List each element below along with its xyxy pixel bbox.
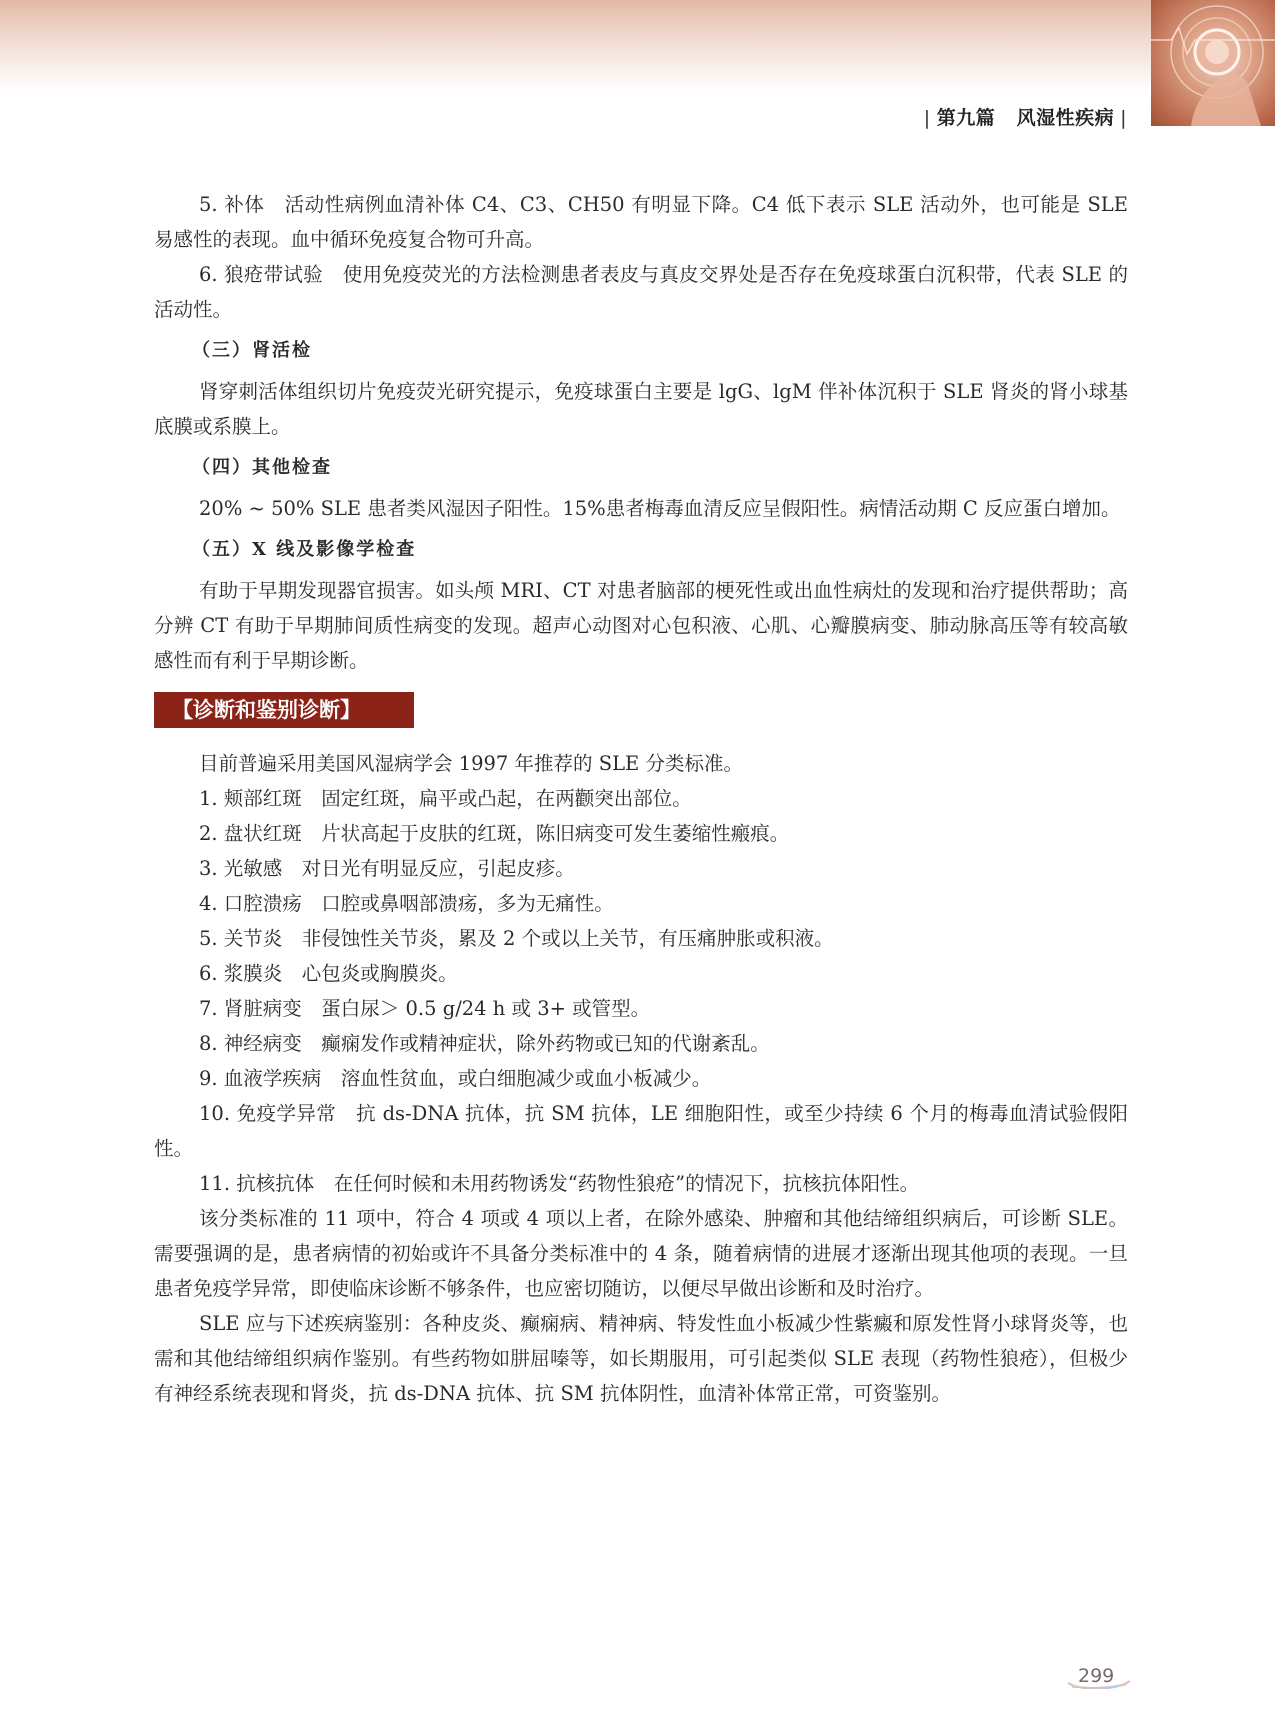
criterion-item: 7. 肾脏病变 蛋白尿＞ 0.5 g/24 h 或 3+ 或管型。 [199, 997, 651, 1020]
chapter-header: | 第九篇 风湿性疾病 | [923, 107, 1127, 129]
criterion-item: 4. 口腔溃疡 口腔或鼻咽部溃疡，多为无痛性。 [199, 892, 614, 915]
criterion-item: 10. 免疫学异常 抗 ds-DNA 抗体，抗 SM 抗体，LE 细胞阳性，或至少持续 6 个月的梅毒血清试验假阳性。 [154, 1102, 1128, 1160]
header-title-text: 风湿性疾病 [1016, 107, 1115, 129]
criterion-item: 1. 颊部红斑 固定红斑，扁平或凸起，在两颧突出部位。 [199, 787, 692, 810]
paragraph-renal-biopsy: 肾穿刺活体组织切片免疫荧光研究提示，免疫球蛋白主要是 lgG、lgM 伴补体沉积于 SLE 肾炎的肾小球基底膜或系膜上。 [154, 380, 1128, 438]
header-part: 第九篇 [936, 107, 996, 129]
section-heading-diagnosis: 【诊断和鉴别诊断】 [154, 692, 414, 728]
paragraph-criteria-summary: 该分类标准的 11 项中，符合 4 项或 4 项以上者，在除外感染、肿瘤和其他结缔组织病后，可诊断 SLE。需要强调的是，患者病情的初始或许不具备分类标准中的 4 条，随着病情的进展才逐渐出现其他项的表现。一旦患者免疫学异常，即使临床诊断不够条件，也应密切随访，以便尽早做出诊断和及时治疗。 [154, 1207, 1128, 1300]
paragraph-differential-diagnosis: SLE 应与下述疾病鉴别：各种皮炎、癫痫病、精神病、特发性血小板减少性紫癜和原发性肾小球肾炎等，也需和其他结缔组织病作鉴别。有些药物如肼屈嗪等，如长期服用，可引起类似 SLE 表现（药物性狼疮），但极少有神经系统表现和肾炎，抗 ds-DNA 抗体、抗 SM 抗体阴性，血清补体常正常，可资鉴别。 [154, 1312, 1128, 1405]
page-content [154, 187, 1128, 1411]
criterion-item: 2. 盘状红斑 片状高起于皮肤的红斑，陈旧病变可发生萎缩性瘢痕。 [199, 822, 790, 845]
subheading-renal-biopsy: （三）肾活检 [192, 340, 312, 361]
paragraph-diagnosis-intro: 目前普遍采用美国风湿病学会 1997 年推荐的 SLE 分类标准。 [199, 752, 743, 775]
paragraph-lupus-band: 6. 狼疮带试验 使用免疫荧光的方法检测患者表皮与真皮交界处是否存在免疫球蛋白沉积带，代表 SLE 的活动性。 [154, 263, 1128, 321]
paragraph-imaging: 有助于早期发现器官损害。如头颅 MRI、CT 对患者脑部的梗死性或出血性病灶的发现和治疗提供帮助；高分辨 CT 有助于早期肺间质性病变的发现。超声心动图对心包积液、心肌、心瓣膜病变、肺动脉高压等有较高敏感性而有利于早期诊断。 [154, 579, 1128, 672]
stethoscope-image [1151, 0, 1275, 126]
header-band [0, 0, 1275, 92]
criterion-item: 3. 光敏感 对日光有明显反应，引起皮疹。 [199, 857, 575, 880]
subheading-imaging: （五）X 线及影像学检查 [192, 539, 417, 560]
page-number: 299 [1078, 1665, 1115, 1687]
subheading-other-tests: （四）其他检查 [192, 457, 332, 478]
criterion-item: 8. 神经病变 癫痫发作或精神症状，除外药物或已知的代谢紊乱。 [199, 1032, 770, 1055]
paragraph-other-tests: 20% ~ 50% SLE 患者类风湿因子阳性。15%患者梅毒血清反应呈假阳性。病情活动期 C 反应蛋白增加。 [199, 497, 1121, 520]
criterion-item: 11. 抗核抗体 在任何时候和未用药物诱发“药物性狼疮”的情况下，抗核抗体阳性。 [199, 1172, 920, 1195]
criterion-item: 6. 浆膜炎 心包炎或胸膜炎。 [199, 962, 458, 985]
criterion-item: 9. 血液学疾病 溶血性贫血，或白细胞减少或血小板减少。 [199, 1067, 712, 1090]
paragraph-complement: 5. 补体 活动性病例血清补体 C4、C3、CH50 有明显下降。C4 低下表示 SLE 活动外，也可能是 SLE 易感性的表现。血中循环免疫复合物可升高。 [154, 193, 1128, 251]
criterion-item: 5. 关节炎 非侵蚀性关节炎，累及 2 个或以上关节，有压痛肿胀或积液。 [199, 927, 834, 950]
